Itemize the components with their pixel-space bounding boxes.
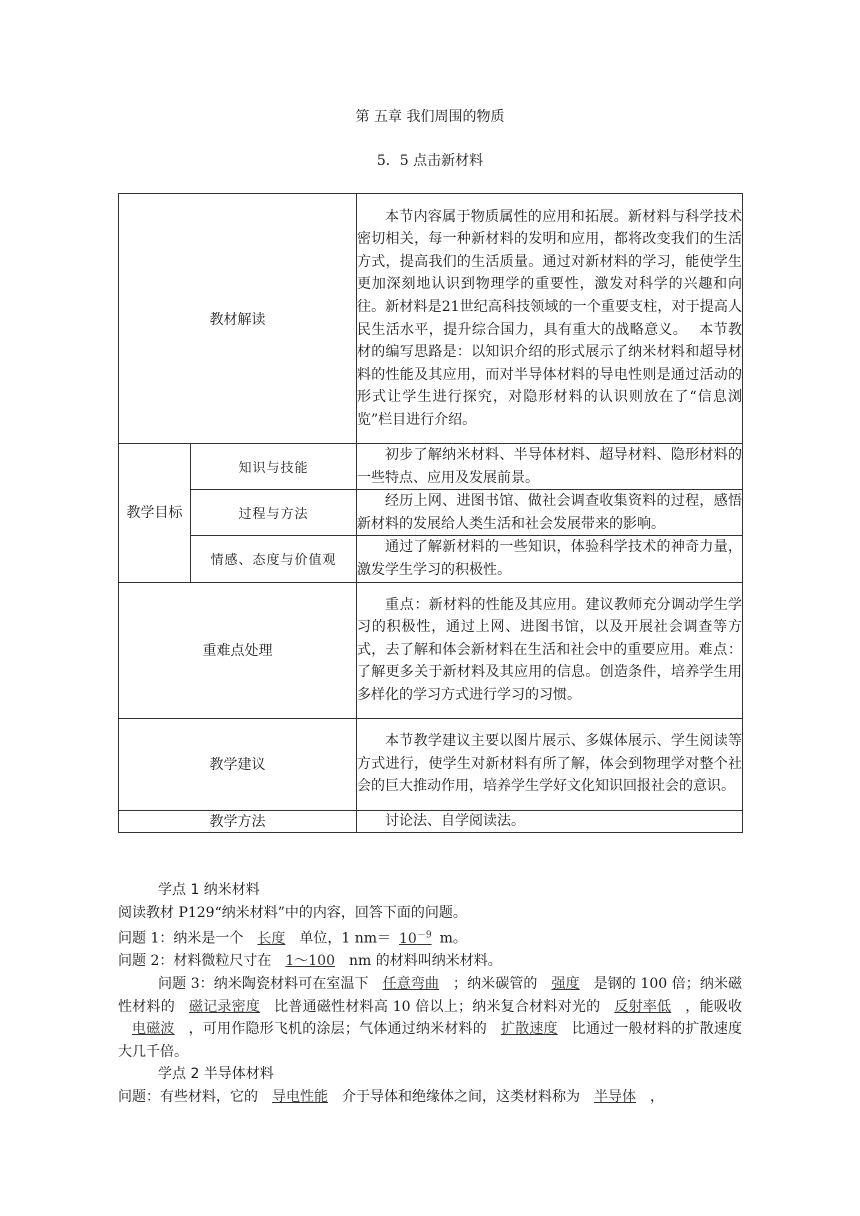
goal-attitude-text: 通过了解新材料的一些知识，体验科学技术的神奇力量，激发学生学习的积极性。 — [357, 536, 743, 582]
section-title: 5．5 点击新材料 — [376, 153, 484, 169]
question-2 — [118, 950, 742, 973]
table-row-method — [119, 810, 743, 832]
method-label: 教学方法 — [119, 810, 357, 832]
q3-text-f: 比普通磁性材料高 10 倍以上；纳米复合材料对光的 — [274, 998, 601, 1015]
key-points-text — [357, 582, 743, 718]
q1-blank-2 — [391, 931, 440, 947]
goal-attitude-label: 情感、态度与价值观 — [191, 536, 357, 582]
goals-label: 教学目标 — [119, 444, 191, 583]
material-text: 本节内容属于物质属性的应用和拓展。新材料与科学技术密切相关，每一种新材料的发明和应用，都将改变我们的生活方式，提高我们的生活质量。通过对新材料的学习，能使学生更加深刻地认识到物理学的重要性，激发对科学的兴趣和向往。新材料是21世纪高科技领域的一个重要支柱，对于提高人民生活水平，提升综合国力，具有重大的战略意义。 本节教材的编写思路是：以知识介绍的形式展示了纳米材料和超导材料的性能及其应用，而对半导体材料的导电性则是通过活动的形式让学生进行探究，对隐形材料的认识则放在了“信息浏览”栏目进行介绍。 — [357, 194, 743, 444]
q3-blank-6: 扩散速度 — [500, 1021, 558, 1038]
table-row-goal-attitude — [119, 536, 743, 582]
q3-text-i: 比通过一般材料的扩散速度大几千倍。 — [118, 1021, 743, 1060]
s2-blank-2: 半导体 — [594, 1089, 636, 1105]
lesson-plan-table — [118, 193, 743, 833]
q1-blank-2-exponent: －9 — [416, 930, 432, 941]
question-1 — [118, 924, 742, 950]
section1-heading: 学点 1 纳米材料 — [158, 882, 260, 898]
table-row-goal-process — [119, 490, 743, 536]
table-row-key-points — [119, 582, 743, 718]
s2-text-a: 问题：有些材料，它的 — [118, 1089, 258, 1105]
question-3 — [118, 973, 742, 1063]
q3-blank-5: 电磁波 — [132, 1021, 175, 1038]
chapter-title: 第 五章 我们周围的物质 — [355, 109, 505, 125]
difficult-point-text: ：了解更多关于新材料及其应用的信息。创造条件，培养学生用多样化的学习方式进行学习的习惯。 — [357, 641, 743, 703]
goal-knowledge-text: 初步了解纳米材料、半导体材料、超导材料、隐形材料的一些特点、应用及发展前景。 — [357, 444, 743, 490]
study-points — [118, 879, 743, 1109]
goal-process-text: 经历上网、进图书馆、做社会调查收集资料的过程，感悟新材料的发展给人类生活和社会发展带来的影响。 — [357, 490, 743, 536]
s2-text-c: 介于导体和绝缘体之间，这类材料称为 — [342, 1089, 580, 1105]
method-text: 讨论法、自学阅读法。 — [357, 810, 743, 832]
key-point-text: ：新材料的性能及其应用。建议教师充分调动学生学习的积极性，通过上网、进图书馆，以及开展社会调查等方式，去了解和体会新材料在生活和社会中的重要应用。 — [357, 596, 742, 658]
q3-text-h: ，可用作隐形飞机的涂层；气体通过纳米材料的 — [188, 1021, 487, 1038]
q3-text-g: ，能吸收 — [685, 998, 743, 1015]
difficult-point-label: 难点 — [698, 641, 729, 658]
goal-knowledge-label: 知识与技能 — [191, 444, 357, 490]
q3-blank-2: 强度 — [551, 976, 580, 993]
q3-blank-1: 任意弯曲 — [382, 976, 439, 993]
section2-heading: 学点 2 半导体材料 — [158, 1066, 274, 1083]
table-row-material — [119, 194, 743, 444]
goal-process-label: 过程与方法 — [191, 490, 357, 536]
q2-text-c: nm 的材料叫纳米材料。 — [349, 953, 502, 970]
key-point-label: 重点 — [385, 596, 415, 613]
section1-intro: 阅读教材 P129“纳米材料”中的内容，回答下面的问题。 — [118, 904, 467, 921]
q2-blank-1: 1～100 — [285, 953, 335, 970]
q3-text-d: 是钢的 100 倍； — [593, 976, 700, 993]
q3-text-c: ；纳米碳管的 — [453, 976, 538, 993]
q1-text-d: m。 — [439, 930, 467, 947]
q1-text-a: 问题 1：纳米是一个 — [118, 930, 244, 947]
q3-text-a: 问题 3：纳米陶瓷材料可在室温下 — [158, 976, 369, 993]
material-label: 教材解读 — [119, 194, 357, 444]
q3-blank-4: 反射率低 — [614, 998, 672, 1015]
q1-text-c: 单位，1 nm＝ — [299, 930, 392, 947]
section2-question — [118, 1086, 742, 1109]
q3-text-e: 纳米磁性材料的 — [118, 976, 743, 1015]
table-row-goal-knowledge — [119, 444, 743, 490]
s2-text-d: ， — [650, 1089, 664, 1105]
suggestion-text: 本节教学建议主要以图片展示、多媒体展示、学生阅读等方式进行，使学生对新材料有所了解，体会到物理学对整个社会的巨大推动作用，培养学生学好文化知识回报社会的意识。 — [357, 718, 743, 810]
q1-blank-1: 长度 — [257, 930, 286, 947]
s2-blank-1: 导电性能 — [272, 1089, 328, 1105]
suggestion-label: 教学建议 — [119, 718, 357, 810]
q1-blank-2-base: 10 — [399, 930, 417, 947]
table-row-suggestion — [119, 718, 743, 810]
key-points-label: 重难点处理 — [119, 582, 357, 718]
q2-text-a: 问题 2：材料微粒尺寸在 — [118, 953, 272, 970]
q3-blank-3: 磁记录密度 — [188, 998, 261, 1015]
